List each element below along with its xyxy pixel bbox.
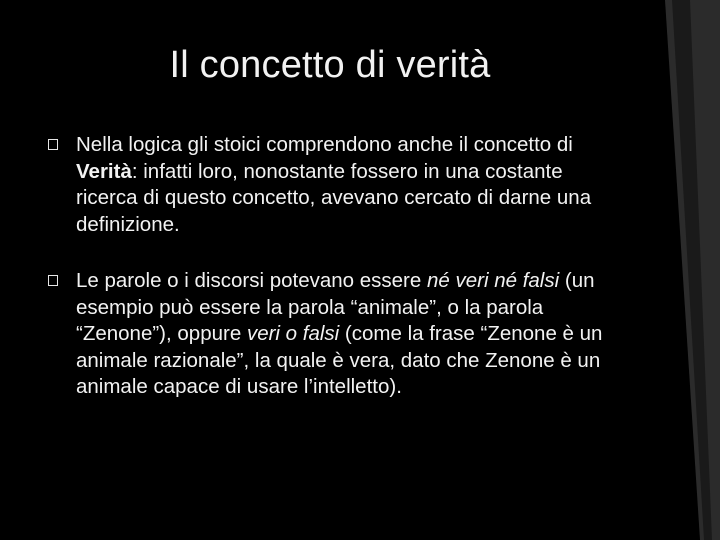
- bullet-text: [76, 269, 602, 398]
- bullet-item-verita: [48, 132, 628, 238]
- text-segment: (un esempio può essere la parola “animale”, o la parola “Zenone”), oppure: [76, 269, 595, 345]
- text-segment: Nella logica gli stoici comprendono anche il concetto di: [76, 133, 573, 156]
- text-segment-bold: Verità: [76, 159, 132, 183]
- slide-title: Il concetto di verità: [169, 44, 491, 86]
- text-segment: (come la frase “Zenone è un animale razionale”, la quale è vera, dato che Zenone è un animale capace di usare l’intelletto).: [76, 322, 603, 398]
- bullet-text: [76, 133, 591, 236]
- text-segment-italic: né veri né falsi: [426, 269, 560, 292]
- text-segment-italic: veri o falsi: [246, 322, 340, 345]
- text-segment: Le parole o i discorsi potevano essere: [76, 269, 427, 292]
- square-bullet-icon: [48, 275, 58, 286]
- bullet-item-parole: [48, 268, 628, 401]
- text-segment: : infatti loro, nonostante fossero in una costante ricerca di questo concetto, avevano cercato di darne una definizione.: [76, 159, 592, 236]
- bullet-list: [48, 132, 628, 431]
- square-bullet-icon: [48, 139, 58, 150]
